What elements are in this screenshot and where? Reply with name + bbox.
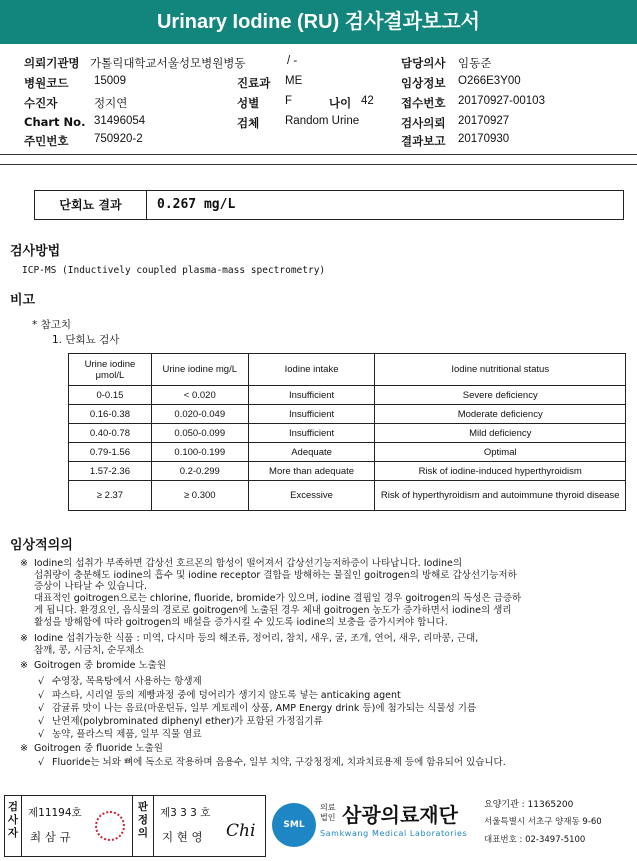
- result-value: 0.267 mg/L: [157, 197, 236, 212]
- table-cell: 0.2-0.299: [151, 462, 248, 481]
- column-header: Urine iodine mg/L: [151, 354, 248, 386]
- table-cell: Adequate: [248, 443, 375, 462]
- clinical-line: [20, 633, 478, 644]
- method-text: ICP-MS (Inductively coupled plasma-mass spectrometry): [22, 265, 326, 276]
- clinical-line: [38, 716, 323, 727]
- field-label: 나이: [329, 96, 352, 110]
- clinical-text: Fluoride는 뇌와 뼈에 독소로 작용하며 음용수, 일부 치약, 구강청정제, 치과치료용제 등에 함유되어 있습니다.: [52, 757, 506, 768]
- clinical-text: 증상이 나타날 수 있습니다.: [34, 581, 148, 592]
- lab-phone: 대표번호 : 02-3497-5100: [484, 835, 586, 845]
- table-cell: More than adequate: [248, 462, 375, 481]
- clinical-line: [20, 605, 512, 616]
- reference-table: [68, 353, 626, 511]
- check-icon: √: [38, 690, 45, 701]
- doctor-license: 제3 3 3 호: [160, 807, 211, 819]
- clinical-text: Goitrogen 중 bromide 노출원: [34, 660, 167, 671]
- clinical-line: [20, 570, 517, 581]
- report-title: Urinary Iodine (RU) 검사결과보고서: [0, 0, 637, 44]
- field-value: 31496054: [94, 115, 146, 127]
- clinical-text: Goitrogen 중 fluoride 노출원: [34, 743, 163, 754]
- table-row: [69, 405, 626, 424]
- check-icon: √: [38, 729, 45, 740]
- field-value: 750920-2: [94, 133, 143, 145]
- clinical-text: 감귤류 맛이 나는 음료(마운틴듀, 일부 게토레이 상품, AMP Energy drink 등)에 첨가되는 식물성 기름: [52, 703, 477, 714]
- ref-subheading: 1. 단회뇨 검사: [52, 334, 120, 346]
- table-cell: Excessive: [248, 481, 375, 511]
- check-icon: √: [38, 676, 45, 687]
- table-header-row: [69, 354, 626, 386]
- table-cell: Moderate deficiency: [375, 405, 626, 424]
- table-cell: 1.57-2.36: [69, 462, 152, 481]
- reference-mark-icon: ※: [20, 743, 28, 754]
- clinical-text: 농약, 플라스틱 제품, 일부 직물 염료: [52, 729, 202, 740]
- clinical-text: 수영장, 목욕탕에서 사용하는 항생제: [52, 676, 202, 687]
- field-value: ME: [285, 75, 303, 87]
- reference-mark-icon: ※: [20, 633, 28, 644]
- field-label: 주민번호: [24, 134, 69, 148]
- field-value: 20170927-00103: [458, 95, 545, 107]
- table-cell: 0.16-0.38: [69, 405, 152, 424]
- clinical-text: 활성을 방해함에 따라 goitrogen의 배설을 증가시킬 수 있도록 iodine의 보충을 증가시켜야 합니다.: [34, 617, 448, 628]
- table-cell: ≥ 2.37: [69, 481, 152, 511]
- field-value: F: [285, 95, 293, 107]
- table-cell: Severe deficiency: [375, 386, 626, 405]
- field-value: 정지연: [94, 98, 128, 110]
- clinical-line: [20, 593, 521, 604]
- clinical-line: [38, 690, 401, 701]
- result-label: 단회뇨 결과: [35, 191, 147, 219]
- clinical-text: 참깨, 콩, 시금치, 순무채소: [34, 645, 144, 656]
- clinical-text: 섭취량이 충분해도 iodine의 흡수 및 iodine receptor 결합을 방해하는 물질인 goitrogen의 방해로 갑상선기능저하: [34, 570, 517, 581]
- table-cell: Mild deficiency: [375, 424, 626, 443]
- inspector-license: 제11194호: [28, 807, 82, 819]
- field-label: 임상정보: [401, 76, 446, 90]
- ward-value: / -: [287, 55, 298, 67]
- field-label: 접수번호: [401, 96, 446, 110]
- signature-icon: Chi: [226, 821, 256, 841]
- lab-name: 삼광의료재단: [342, 803, 458, 827]
- field-label: 수진자: [24, 96, 58, 110]
- table-cell: ≥ 0.300: [151, 481, 248, 511]
- table-cell: 0.050-0.099: [151, 424, 248, 443]
- inspector-name: 최 삼 규: [30, 830, 71, 844]
- field-value: 가톨릭대학교서울성모병원병동: [90, 58, 246, 70]
- table-row: [69, 424, 626, 443]
- footer: [0, 791, 637, 861]
- clinical-line: [38, 757, 506, 768]
- clinical-line: [20, 743, 163, 754]
- field-label: 검사의뢰: [401, 116, 446, 130]
- table-row: [69, 443, 626, 462]
- field-value: 20170927: [458, 115, 510, 127]
- field-value: 임동준: [458, 58, 492, 70]
- clinical-line: [38, 703, 476, 714]
- field-label: Chart No.: [24, 115, 86, 129]
- clinical-text: 난연제(polybrominated diphenyl ether)가 포함된 가정집기류: [52, 716, 323, 727]
- field-value: 20170930: [458, 133, 510, 145]
- table-row: [69, 386, 626, 405]
- table-row: [69, 481, 626, 511]
- check-icon: √: [38, 703, 45, 714]
- doctor-name: 지 현 영: [162, 830, 203, 844]
- clinical-line: [38, 676, 202, 687]
- table-cell: 0.020-0.049: [151, 405, 248, 424]
- field-value: 42: [361, 95, 374, 107]
- table-cell: < 0.020: [151, 386, 248, 405]
- column-header: Urine iodine μmol/L: [69, 354, 152, 386]
- clinical-text: Iodine의 섭취가 부족하면 갑상선 호르몬의 합성이 떨어져서 갑상선기능저하증이 나타납니다. Iodine의: [34, 558, 463, 569]
- notes-heading: 비고: [10, 293, 36, 308]
- lab-legal-label: 의료법인: [320, 803, 336, 822]
- table-cell: 0-0.15: [69, 386, 152, 405]
- org-code: 요양기관 : 11365200: [484, 800, 574, 810]
- table-cell: Optimal: [375, 443, 626, 462]
- table-row: [69, 462, 626, 481]
- check-icon: √: [38, 757, 45, 768]
- field-label: 성별: [237, 96, 260, 110]
- field-value: 15009: [94, 75, 126, 87]
- reference-mark-icon: ※: [20, 660, 28, 671]
- clinical-line: [20, 581, 147, 592]
- field-label: 병원코드: [24, 76, 69, 90]
- lab-name-en: Samkwang Medical Laboratories: [320, 829, 468, 838]
- clinical-line: [20, 660, 166, 671]
- check-icon: √: [38, 716, 45, 727]
- table-cell: 0.100-0.199: [151, 443, 248, 462]
- reference-mark-icon: ※: [20, 558, 28, 569]
- ref-heading: * 참고치: [32, 319, 72, 331]
- clinical-line: [20, 645, 144, 656]
- doctor-label: 판정의: [137, 801, 149, 839]
- field-value: Random Urine: [285, 115, 360, 127]
- inspector-label: 검사자: [7, 801, 19, 839]
- field-label: 결과보고: [401, 134, 446, 148]
- table-cell: 0.79-1.56: [69, 443, 152, 462]
- table-cell: Insufficient: [248, 405, 375, 424]
- lab-address: 서울특별시 서초구 양재동 9-60: [484, 817, 602, 827]
- divider: [0, 164, 637, 165]
- column-header: Iodine intake: [248, 354, 375, 386]
- column-header: Iodine nutritional status: [375, 354, 626, 386]
- lab-logo-icon: SML: [272, 803, 316, 847]
- table-cell: 0.40-0.78: [69, 424, 152, 443]
- field-label: 담당의사: [401, 56, 446, 70]
- clinical-line: [20, 617, 448, 628]
- field-label: 의뢰기관명: [24, 56, 80, 70]
- table-cell: Insufficient: [248, 424, 375, 443]
- clinical-text: 게 됩니다. 환경요인, 음식물의 경로로 goitrogen에 노출된 경우 체내 goitrogen 농도가 증가하면서 iodine의 생리: [34, 605, 512, 616]
- clinical-text: 대표적인 goitrogen으로는 chlorine, fluoride, bromide가 있으며, iodine 결핍일 경우 goitrogen의 독성은 급증하: [34, 593, 522, 604]
- table-cell: Insufficient: [248, 386, 375, 405]
- seal-stamp-icon: [95, 811, 125, 841]
- clinical-text: Iodine 섭취가능한 식품 : 미역, 다시마 등의 해조류, 정어리, 참치, 새우, 굴, 조개, 연어, 새우, 리마콩, 근대,: [34, 633, 479, 644]
- table-cell: Risk of iodine-induced hyperthyroidism: [375, 462, 626, 481]
- result-box: [34, 190, 624, 220]
- field-label: 검체: [237, 116, 260, 130]
- clinical-line: [20, 558, 462, 569]
- table-cell: Risk of hyperthyroidism and autoimmune thyroid disease: [375, 481, 626, 511]
- field-value: O266E3Y00: [458, 75, 521, 87]
- field-label: 진료과: [237, 76, 271, 90]
- clinical-line: [38, 729, 202, 740]
- method-heading: 검사방법: [10, 244, 61, 259]
- divider: [0, 154, 637, 155]
- clinical-text: 파스타, 시리얼 등의 제빵과정 중에 덩어리가 생기지 않도록 넣는 anticaking agent: [52, 690, 401, 701]
- clinical-heading: 임상적의의: [10, 538, 73, 553]
